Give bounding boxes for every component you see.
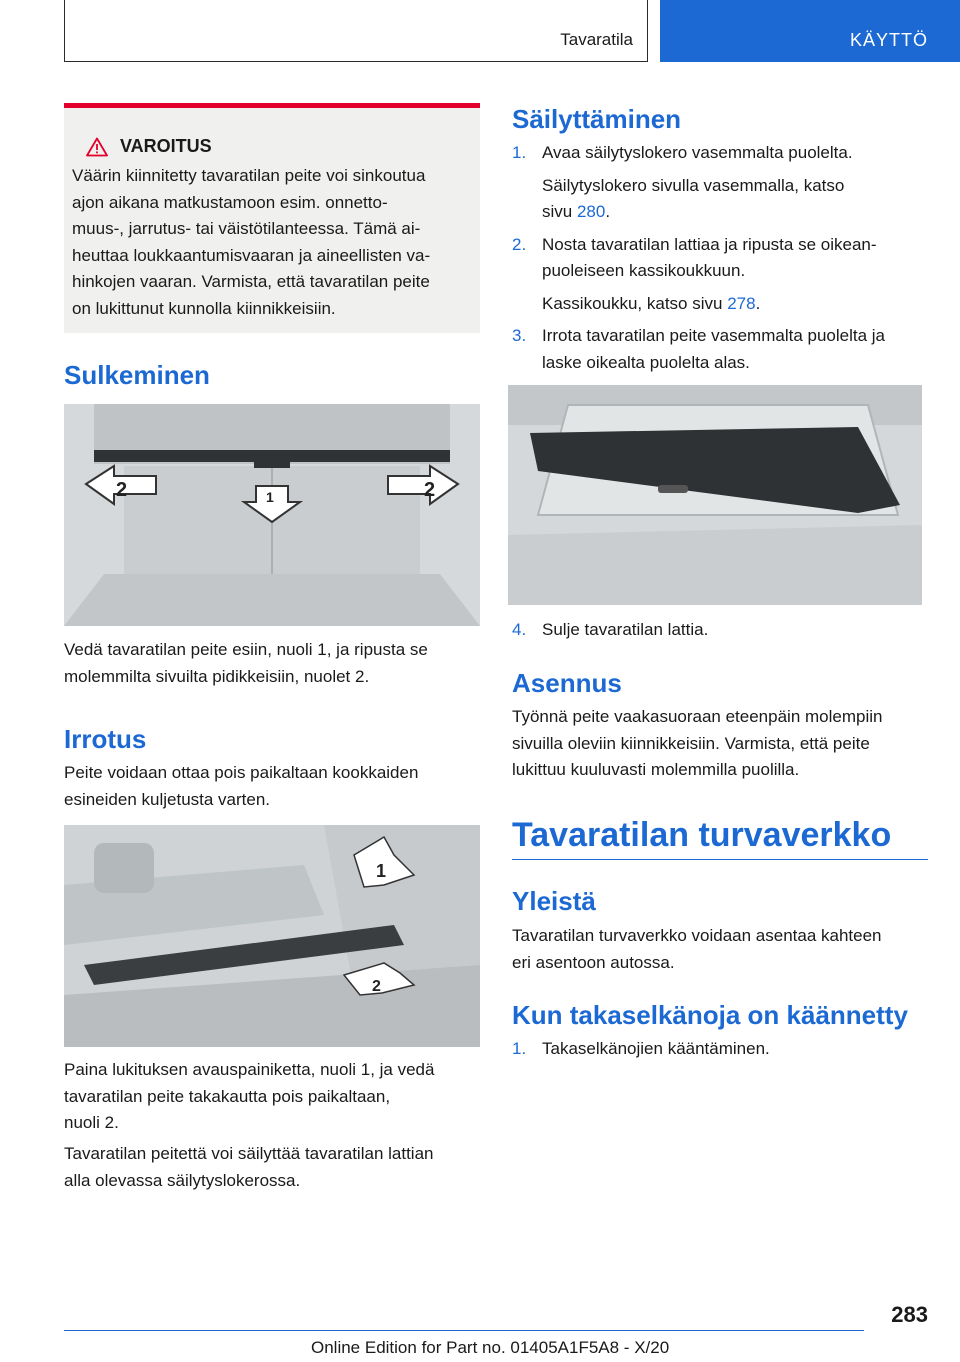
heading-sailyttaminen: Säilyttäminen xyxy=(512,104,682,134)
image-label-2-left: 2 xyxy=(116,479,128,501)
footer-rule xyxy=(64,1330,864,1331)
warning-line: Väärin kiinnitetty tavaratilan peite voi sinkoutua xyxy=(72,166,426,185)
step-text: Sulje tavaratilan lattia. xyxy=(542,620,709,639)
heading-sulkeminen: Sulkeminen xyxy=(64,360,210,390)
caption-line: Vedä tavaratilan peite esiin, nuoli 1, ja ripusta se xyxy=(64,640,428,659)
step-subtext-prefix: Kassikoukku, katso sivu xyxy=(542,293,728,313)
warning-line: heuttaa loukkaantumisvaaran ja aineellisten va- xyxy=(72,245,431,265)
warning-box xyxy=(64,103,480,333)
heading-rule xyxy=(512,859,928,860)
step-text-line: puoleiseen kassikoukkuun. xyxy=(542,261,746,280)
asennus-line: lukittuu kuuluvasti molemmilla puolilla. xyxy=(512,760,800,779)
step-item xyxy=(512,232,928,285)
header-chapter-tab xyxy=(660,0,960,62)
step-text xyxy=(542,232,877,285)
heading-turvaverkko: Tavaratilan turvaverkko xyxy=(512,816,892,854)
step-subtext xyxy=(512,291,928,318)
step-text-line: laske oikealta puolelta alas. xyxy=(542,352,750,372)
steps-sailyttaminen xyxy=(512,140,928,376)
warning-title-row xyxy=(86,136,470,157)
text-yleista xyxy=(512,923,928,976)
warning-line: on lukittunut kunnolla kiinnikkeisiin. xyxy=(72,298,336,318)
warning-line: muus-, jarrutus- tai väistötilanteessa. Tämä ai- xyxy=(72,219,421,238)
image-cover-closing xyxy=(64,404,480,626)
caption-line: tavaratilan peite takakautta pois paikaltaan, xyxy=(64,1086,391,1106)
step-subtext xyxy=(512,173,928,226)
step-text-line: Irrota tavaratilan peite vasemmalta puolelta ja xyxy=(542,326,886,345)
yleista-line: Tavaratilan turvaverkko voidaan asentaa kahteen xyxy=(512,926,882,945)
warning-line: ajon aikana matkustamoon esim. onnetto- xyxy=(72,192,388,212)
step-item xyxy=(512,323,928,376)
caption-line: molemmilta sivuilta pidikkeisiin, nuolet 2. xyxy=(64,666,370,686)
step-text: Takaselkänojien kääntäminen. xyxy=(542,1039,770,1058)
header-chapter-title: KÄYTTÖ xyxy=(849,30,928,50)
step-item xyxy=(512,1036,928,1063)
page-number: 283 xyxy=(891,1302,928,1327)
note-line: alla olevassa säilytyslokerossa. xyxy=(64,1170,301,1190)
image-label-2-right: 2 xyxy=(424,479,436,501)
warning-title: VAROITUS xyxy=(120,136,212,156)
heading-kun-takaselkanoja: Kun takaselkänoja on käännetty xyxy=(512,1000,908,1030)
yleista-line: eri asentoon autossa. xyxy=(512,952,675,972)
image-cover-removal xyxy=(64,825,480,1047)
image-cover-storage xyxy=(508,385,922,605)
step-subtext-suffix: . xyxy=(605,202,611,221)
step-number: 2. xyxy=(512,234,527,254)
note-irrotus xyxy=(64,1141,480,1194)
asennus-line: Työnnä peite vaakasuoraan eteenpäin molempiin xyxy=(512,707,883,726)
step-text-line: Nosta tavaratilan lattiaa ja ripusta se oikean- xyxy=(542,234,877,254)
warning-text xyxy=(72,163,470,322)
step-number: 1. xyxy=(512,143,527,162)
heading-yleista: Yleistä xyxy=(512,886,596,916)
intro-line: Peite voidaan ottaa pois paikaltaan kookkaiden xyxy=(64,763,419,782)
image-label-1: 1 xyxy=(376,861,387,881)
warning-line: hinkojen vaaran. Varmista, että tavaratilan peite xyxy=(72,272,430,291)
text-asennus xyxy=(512,704,932,784)
asennus-line: sivuilla oleviin kiinnikkeisiin. Varmista, että peite xyxy=(512,733,870,753)
steps-kun xyxy=(512,1036,928,1063)
step-subtext-suffix: . xyxy=(755,293,761,313)
note-line: Tavaratilan peitettä voi säilyttää tavaratilan lattian xyxy=(64,1144,434,1163)
image-label-2: 2 xyxy=(372,978,381,995)
step-number: 4. xyxy=(512,620,527,639)
step-4 xyxy=(512,617,928,644)
caption-irrotus xyxy=(64,1057,480,1137)
header-section-box xyxy=(64,0,648,62)
step-subtext-line: Säilytyslokero sivulla vasemmalla, katso xyxy=(542,175,845,195)
page-link-280[interactable]: 280 xyxy=(576,202,606,221)
step-number: 3. xyxy=(512,326,527,345)
step-subtext-prefix: sivu xyxy=(542,202,577,221)
heading-asennus: Asennus xyxy=(512,668,622,698)
step-item xyxy=(512,617,928,644)
caption-line: nuoli 2. xyxy=(64,1113,119,1132)
image-label-1: 1 xyxy=(266,489,274,505)
warning-triangle-icon xyxy=(86,137,108,157)
footer-edition xyxy=(311,1338,669,1358)
caption-sulkeminen xyxy=(64,637,480,690)
header-section-title: Tavaratila xyxy=(560,30,633,49)
step-item xyxy=(512,140,928,167)
footer-edition-text: Online Edition for Part no. 01405A1F5A8 - X/20 xyxy=(311,1338,670,1357)
step-text: Avaa säilytyslokero vasemmalta puolelta. xyxy=(542,143,853,162)
intro-irrotus xyxy=(64,760,480,813)
caption-line: Paina lukituksen avauspainiketta, nuoli 1, ja vedä xyxy=(64,1060,435,1079)
intro-line: esineiden kuljetusta varten. xyxy=(64,789,271,809)
page-link-278[interactable]: 278 xyxy=(727,293,756,313)
step-text xyxy=(542,323,885,376)
heading-irrotus: Irrotus xyxy=(64,724,147,754)
step-subtext-line xyxy=(542,199,928,226)
step-number: 1. xyxy=(512,1039,527,1058)
